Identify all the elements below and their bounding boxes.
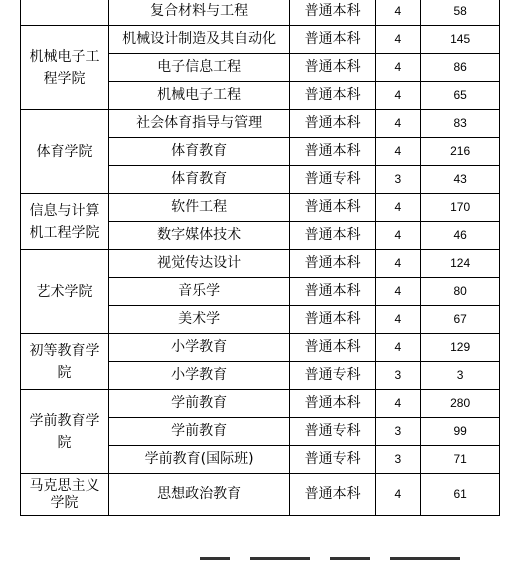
major-cell: 机械电子工程 — [108, 82, 289, 110]
college-name: 初等教育学院 — [29, 342, 100, 381]
major-cell: 视觉传达设计 — [108, 250, 289, 278]
college-name: 马克思主义学院 — [29, 477, 100, 511]
count-cell: 170 — [420, 194, 500, 222]
major-cell: 小学教育 — [108, 362, 289, 390]
count-cell: 67 — [420, 306, 500, 334]
major-cell: 体育教育 — [108, 138, 289, 166]
years-cell: 3 — [375, 446, 420, 474]
major-cell: 数字媒体技术 — [108, 222, 289, 250]
cut-off-row-fragment — [200, 557, 230, 560]
type-cell: 普通本科 — [290, 390, 376, 418]
count-cell: 216 — [420, 138, 500, 166]
count-cell: 280 — [420, 390, 500, 418]
table-row — [21, 334, 508, 362]
table-row — [21, 26, 508, 54]
type-cell: 普通专科 — [290, 418, 376, 446]
count-cell: 80 — [420, 278, 500, 306]
major-cell: 社会体育指导与管理 — [108, 110, 289, 138]
type-cell: 普通本科 — [290, 474, 376, 516]
years-cell: 4 — [375, 474, 420, 516]
college-name: 机械电子工程学院 — [29, 48, 100, 87]
years-cell: 3 — [375, 418, 420, 446]
major-cell: 机械设计制造及其自动化 — [108, 26, 289, 54]
major-cell: 体育教育 — [108, 166, 289, 194]
major-cell: 学前教育 — [108, 418, 289, 446]
years-cell: 4 — [375, 110, 420, 138]
cut-off-row-fragment — [330, 557, 370, 560]
college-cell — [21, 334, 109, 390]
major-cell: 软件工程 — [108, 194, 289, 222]
type-cell: 普通本科 — [290, 26, 376, 54]
years-cell: 4 — [375, 194, 420, 222]
count-cell: 65 — [420, 82, 500, 110]
college-name: 体育学院 — [36, 143, 93, 160]
college-name: 学前教育学院 — [29, 412, 100, 451]
type-cell: 普通本科 — [290, 0, 376, 26]
college-name: 艺术学院 — [36, 283, 93, 300]
count-cell: 61 — [420, 474, 500, 516]
type-cell: 普通本科 — [290, 334, 376, 362]
type-cell: 普通本科 — [290, 222, 376, 250]
count-cell: 43 — [420, 166, 500, 194]
table-row — [21, 0, 508, 26]
years-cell: 4 — [375, 82, 420, 110]
enrollment-table — [20, 0, 508, 516]
table-row — [21, 110, 508, 138]
count-cell: 99 — [420, 418, 500, 446]
years-cell: 4 — [375, 222, 420, 250]
college-cell — [21, 194, 109, 250]
type-cell: 普通本科 — [290, 110, 376, 138]
table-row — [21, 194, 508, 222]
major-cell: 思想政治教育 — [108, 474, 289, 516]
type-cell: 普通本科 — [290, 306, 376, 334]
count-cell: 58 — [420, 0, 500, 26]
college-name: 信息与计算机工程学院 — [29, 202, 100, 241]
type-cell: 普通本科 — [290, 54, 376, 82]
cut-off-row-fragment — [390, 557, 460, 560]
college-cell — [21, 0, 109, 26]
table-row — [21, 250, 508, 278]
years-cell: 4 — [375, 26, 420, 54]
table-row — [21, 390, 508, 418]
count-cell: 83 — [420, 110, 500, 138]
table-row — [21, 474, 508, 516]
count-cell: 124 — [420, 250, 500, 278]
count-cell: 145 — [420, 26, 500, 54]
years-cell: 4 — [375, 278, 420, 306]
college-cell — [21, 26, 109, 110]
years-cell: 4 — [375, 334, 420, 362]
major-cell: 学前教育(国际班) — [108, 446, 289, 474]
major-cell: 复合材料与工程 — [108, 0, 289, 26]
years-cell: 4 — [375, 54, 420, 82]
cut-off-row-fragment — [250, 557, 310, 560]
college-cell — [21, 110, 109, 194]
count-cell: 71 — [420, 446, 500, 474]
years-cell: 3 — [375, 362, 420, 390]
type-cell: 普通本科 — [290, 278, 376, 306]
major-cell: 小学教育 — [108, 334, 289, 362]
major-cell: 电子信息工程 — [108, 54, 289, 82]
count-cell: 46 — [420, 222, 500, 250]
type-cell: 普通本科 — [290, 82, 376, 110]
type-cell: 普通专科 — [290, 362, 376, 390]
count-cell: 86 — [420, 54, 500, 82]
college-cell — [21, 390, 109, 474]
years-cell: 4 — [375, 138, 420, 166]
count-cell: 129 — [420, 334, 500, 362]
years-cell: 4 — [375, 390, 420, 418]
type-cell: 普通本科 — [290, 250, 376, 278]
type-cell: 普通本科 — [290, 138, 376, 166]
years-cell: 4 — [375, 0, 420, 26]
type-cell: 普通专科 — [290, 166, 376, 194]
major-cell: 美术学 — [108, 306, 289, 334]
years-cell: 4 — [375, 250, 420, 278]
college-cell — [21, 474, 109, 516]
major-cell: 音乐学 — [108, 278, 289, 306]
college-cell — [21, 250, 109, 334]
years-cell: 4 — [375, 306, 420, 334]
type-cell: 普通专科 — [290, 446, 376, 474]
count-cell: 3 — [420, 362, 500, 390]
type-cell: 普通本科 — [290, 194, 376, 222]
years-cell: 3 — [375, 166, 420, 194]
major-cell: 学前教育 — [108, 390, 289, 418]
